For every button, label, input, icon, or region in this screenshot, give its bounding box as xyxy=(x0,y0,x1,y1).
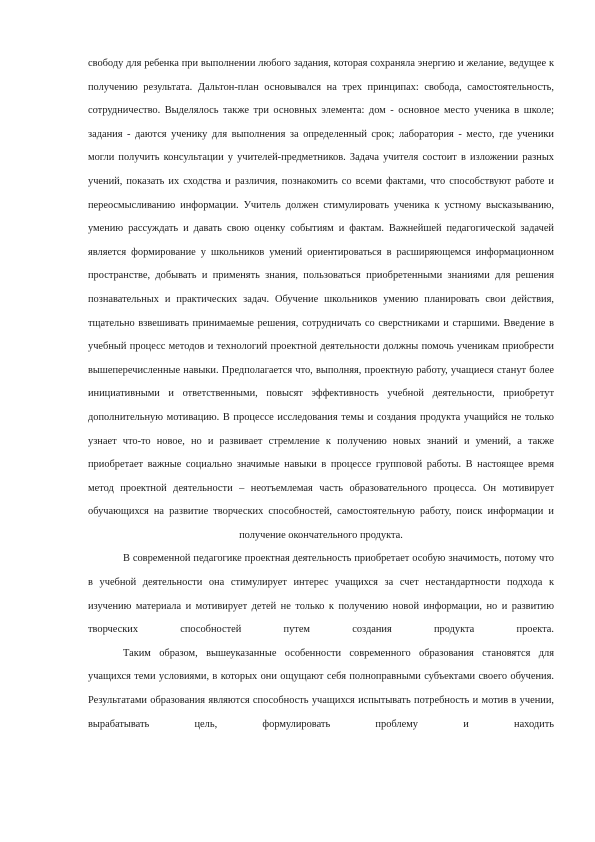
paragraph-dalton-plan: свободу для ребенка при выполнении любого задания, которая сохраняла энергию и желание, ведущее к получению результата. Дальтон-план основывался на трех принципах: свобода, самостоятельность, сотрудничество. Выделялось также три основных элемента: дом - основное место ученика в школе; задания - даются ученику для выполнения за определенный срок; лаборатория - место, где ученики могли получить консультации у учителей-предметников. Задача учителя состоит в изложении разных учений, показать их сходства и различия, познакомить со всеми фактами, что способствуют работе и переосмысливанию информации. Учитель должен стимулировать ученика к устному высказыванию, умению рассуждать и давать свою оценку событиям и фактам. Важнейшей педагогической задачей является формирование у школьников умений ориентироваться в расширяющемся информационном пространстве, добывать и применять знания, пользоваться приобретенными знаниями для решения познавательных и практических задач. Обучение школьников умению планировать свои действия, тщательно взвешивать принимаемые решения, сотрудничать со сверстниками и старшими. Введение в учебный процесс методов и технологий проектной деятельности должны помочь ученикам приобрести вышеперечисленные навыки. Предполагается что, выполняя, проектную работу, учащиеся станут более инициативными и ответственными, повысят эффективность учебной деятельности, приобретут дополнительную мотивацию. В процессе исследования темы и создания продукта учащийся не только узнает что-то новое, но и развивает стремление к получению новых знаний и умений, а также приобретает важные социально значимые навыки в процессе групповой работы. В настоящее время метод проектной деятельности – неотъемлемая часть образовательного процесса. Он мотивирует обучающихся на развитие творческих способностей, самостоятельную работу, поиск информации и получение окончательного продукта. xyxy=(88,58,554,541)
document-body xyxy=(88,52,554,736)
paragraph-project-activity: В современной педагогике проектная деятельность приобретает особую значимость, потому что в учебной деятельности она стимулирует интерес учащихся за счет нестандартности подхода к изучению материала и мотивирует детей не только к получению новой информации, но и развитию творческих способностей путем создания продукта проекта. xyxy=(88,553,554,636)
paragraph-conclusion: Таким образом, вышеуказанные особенности современного образования становятся для учащихся теми условиями, в которых они ощущают себя полноправными субъектами своего обучения. Результатами образования являются способность учащихся испытывать потребность и мотив в учении, вырабатывать цель, формулировать проблему и находить xyxy=(88,647,554,730)
